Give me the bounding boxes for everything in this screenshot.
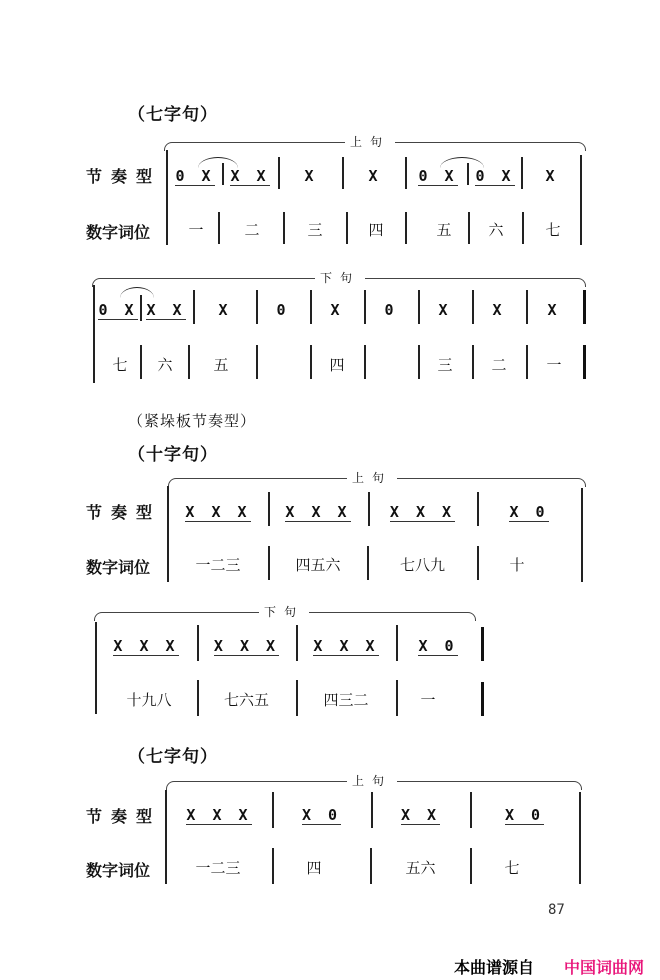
word-position: 四三二 <box>323 691 369 709</box>
section3-upper-label: 上句 <box>347 772 397 789</box>
section2-lower-bracket <box>94 605 476 621</box>
word-position: 六 <box>488 221 504 239</box>
barline <box>95 622 97 714</box>
barline <box>367 546 369 580</box>
rhythm-cell: X X X <box>113 637 179 655</box>
section2-subtitle: （紧垛板节奏型） <box>128 412 257 430</box>
word-position: 十 <box>509 556 525 574</box>
barline <box>342 157 344 189</box>
word-position: 五 <box>213 356 229 374</box>
rhythm-cell: X <box>545 167 559 185</box>
word-position: 一 <box>546 356 562 374</box>
section1-heading: （七字句） <box>128 105 218 125</box>
rhythm-cell: X 0 <box>509 503 549 521</box>
rhythm-cell: X 0 <box>301 806 342 824</box>
final-barline <box>583 290 586 324</box>
rhythm-cell: X <box>368 167 382 185</box>
rhythm-cell: X 0 <box>418 637 458 655</box>
section1-lower-label: 下句 <box>315 269 365 286</box>
word-position: 五六 <box>405 859 436 877</box>
rhythm-cell: X <box>218 301 232 319</box>
barline <box>581 488 583 582</box>
barline <box>364 345 366 379</box>
final-barline <box>583 345 586 379</box>
rhythm-row-label: 节奏型 <box>86 167 162 186</box>
tie-arc <box>120 287 154 298</box>
rhythm-cell: 0 X <box>475 167 515 185</box>
word-position: 二 <box>244 221 260 239</box>
barline <box>166 150 168 245</box>
rhythm-cell: X X <box>230 167 270 185</box>
section1-upper-bracket <box>164 135 586 151</box>
word-position: 七 <box>112 356 128 374</box>
word-position: 六 <box>157 356 173 374</box>
rhythm-cell: X X X <box>185 503 251 521</box>
word-position: 七 <box>504 859 520 877</box>
rhythm-cell: 0 X <box>98 301 138 319</box>
word-position: 一 <box>188 221 204 239</box>
word-position: 三 <box>307 221 323 239</box>
section3-heading: （七字句） <box>128 747 218 767</box>
section2-lower-label: 下句 <box>259 603 309 620</box>
rhythm-cell: X X X <box>285 503 351 521</box>
rhythm-cell: X <box>547 301 561 319</box>
barline <box>165 790 167 884</box>
word-position: 二 <box>491 356 507 374</box>
barline <box>193 290 195 324</box>
rhythm-cell: X X <box>146 301 186 319</box>
barline <box>167 486 169 582</box>
word-position: 一二三 <box>195 859 241 877</box>
words-row-label: 数字词位 <box>86 223 151 242</box>
rhythm-cell: X X X <box>213 637 280 655</box>
rhythm-cell: X <box>492 301 506 319</box>
barline <box>370 848 372 884</box>
rhythm-cell: X <box>304 167 318 185</box>
barline <box>521 157 523 189</box>
rhythm-cell: X X <box>400 806 441 824</box>
section2-upper-bracket <box>168 471 586 487</box>
site-name-link[interactable]: 中国词曲网 <box>564 958 645 977</box>
rhythm-cell: 0 X <box>175 167 215 185</box>
words-row-label: 数字词位 <box>86 861 151 880</box>
word-position: 三 <box>437 356 453 374</box>
barline <box>93 285 95 383</box>
rhythm-cell: X X X <box>186 806 252 824</box>
rhythm-cell: X X X <box>313 637 379 655</box>
rhythm-cell: 0 X <box>418 167 458 185</box>
rhythm-cell: X <box>330 301 344 319</box>
page-number: 87 <box>548 902 565 918</box>
barline <box>405 157 407 189</box>
section3-upper-bracket <box>166 774 582 790</box>
barline <box>405 212 407 244</box>
word-position: 一 <box>420 691 436 709</box>
word-position: 七 <box>545 221 561 239</box>
barline <box>188 345 190 379</box>
word-position: 四 <box>329 356 345 374</box>
rhythm-cell: 0 <box>276 301 290 319</box>
rhythm-cell: 0 <box>384 301 398 319</box>
rhythm-cell: X X X <box>389 503 456 521</box>
word-position: 四 <box>306 859 322 877</box>
barline <box>278 157 280 189</box>
word-position: 一二三 <box>195 556 241 574</box>
section1-lower-bracket <box>92 271 586 287</box>
word-position: 四 <box>368 221 384 239</box>
word-position: 五 <box>436 221 452 239</box>
section2-upper-label: 上句 <box>347 469 397 486</box>
section1-upper-label: 上句 <box>345 133 395 150</box>
final-barline <box>481 682 484 716</box>
barline <box>256 345 258 379</box>
rhythm-cell: X 0 <box>504 806 545 824</box>
rhythm-row-label: 节奏型 <box>86 807 162 826</box>
barline <box>579 792 581 884</box>
barline <box>522 212 524 244</box>
rhythm-row-label: 节奏型 <box>86 503 162 522</box>
barline <box>218 212 220 244</box>
rhythm-cell: X <box>438 301 452 319</box>
section2-heading: （十字句） <box>128 445 218 465</box>
word-position: 四五六 <box>295 556 341 574</box>
final-barline <box>481 627 484 661</box>
word-position: 十九八 <box>126 691 172 709</box>
word-position: 七八九 <box>399 556 445 574</box>
word-position: 七六五 <box>223 691 269 709</box>
source-label: 本曲谱源自 <box>454 958 535 977</box>
words-row-label: 数字词位 <box>86 558 151 577</box>
